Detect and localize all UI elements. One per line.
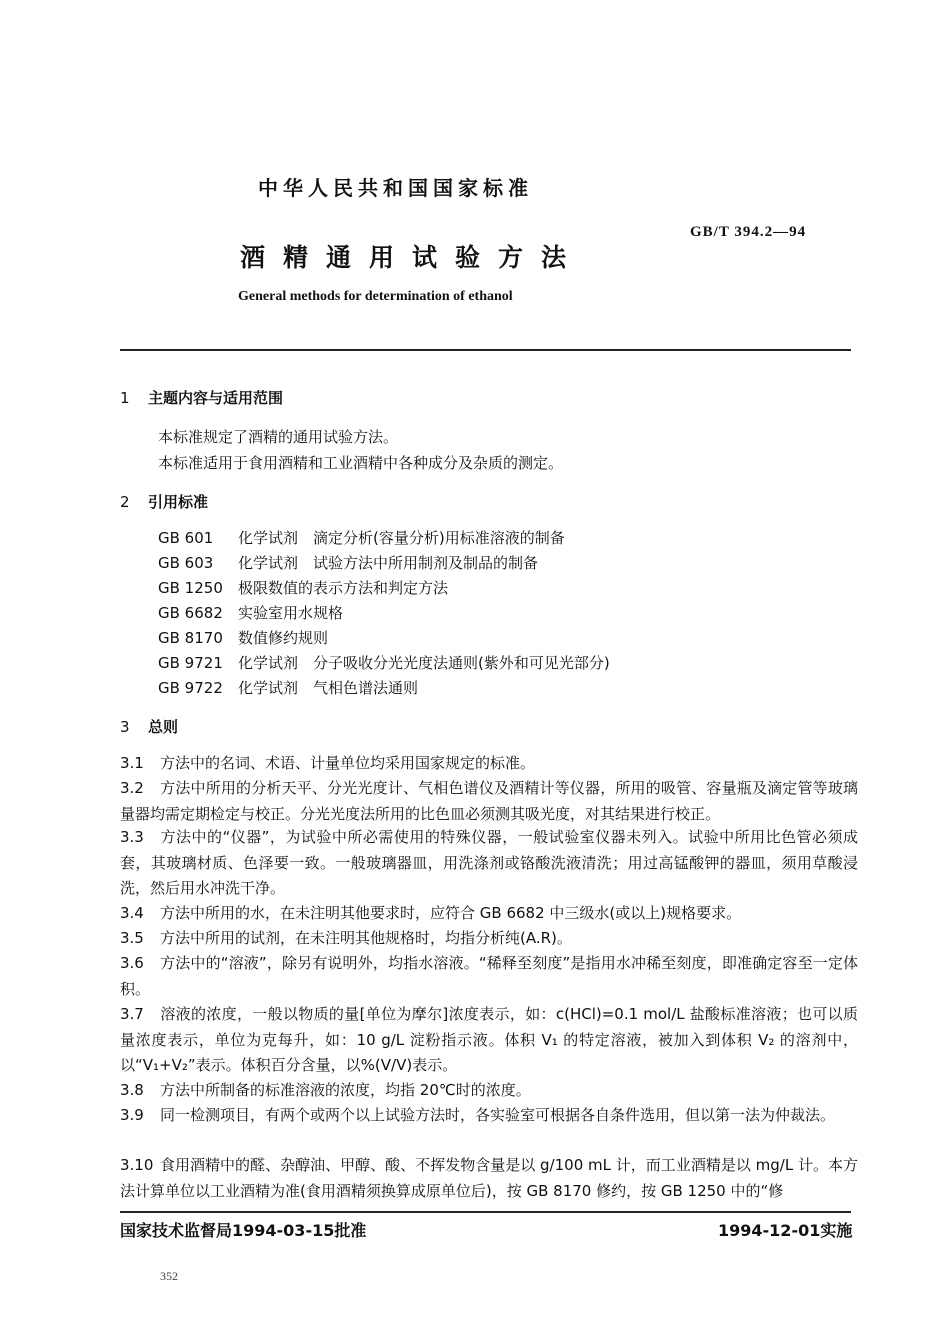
clause bbox=[120, 825, 858, 902]
reference-item bbox=[158, 527, 565, 548]
clause-number: 3.6 bbox=[120, 954, 144, 972]
approval-line: 国家技术监督局1994-03-15批准 bbox=[120, 1221, 367, 1240]
section-heading bbox=[120, 491, 208, 512]
clause-number: 3.10 bbox=[120, 1156, 154, 1174]
implementation-date: 1994-12-01实施 bbox=[718, 1221, 853, 1240]
reference-code: GB 9721 bbox=[158, 654, 223, 672]
national-standard-title: 中华人民共和国国家标准 bbox=[258, 176, 533, 200]
reference-title: 化学试剂 滴定分析(容量分析)用标准溶液的制备 bbox=[238, 529, 565, 547]
reference-title: 实验室用水规格 bbox=[238, 604, 344, 622]
clause bbox=[120, 901, 858, 927]
document-title: 酒精通用试验方法 bbox=[240, 243, 585, 272]
section-heading bbox=[120, 716, 178, 737]
clause-text: 同一检测项目，有两个或两个以上试验方法时，各实验室可根据各自条件选用，但以第一法为仲裁法。 bbox=[160, 1106, 836, 1124]
clause-text: 方法中的“溶液”，除另有说明外，均指水溶液。“稀释至刻度”是指用水冲稀至刻度，即准确定容至一定体积。 bbox=[120, 954, 858, 998]
clause-number: 3.1 bbox=[120, 754, 144, 772]
footer-divider bbox=[120, 1211, 851, 1213]
clause-text: 溶液的浓度，一般以物质的量[单位为摩尔]浓度表示，如：c(HCl)=0.1 mol/L 盐酸标准溶液；也可以质量浓度表示，单位为克每升，如：10 g/L 淀粉指示液。体积 V₁ 的特定溶液，被加入到体积 V₂ 的溶剂中，以“V₁+V₂”表示。体积百分含量，以%(V/V)表示。 bbox=[120, 1005, 858, 1074]
standard-number: GB/T 394.2—94 bbox=[690, 224, 807, 240]
clause-number: 3.4 bbox=[120, 904, 144, 922]
clause bbox=[120, 951, 858, 1002]
clause bbox=[120, 1103, 858, 1129]
clause bbox=[120, 926, 858, 952]
scope-paragraph: 本标准适用于食用酒精和工业酒精中各种成分及杂质的测定。 bbox=[158, 454, 564, 472]
clause-number: 3.2 bbox=[120, 779, 144, 797]
reference-item bbox=[158, 552, 538, 573]
clause-text: 方法中所用的水，在未注明其他要求时，应符合 GB 6682 中三级水(或以上)规格要求。 bbox=[160, 904, 742, 922]
reference-title: 极限数值的表示方法和判定方法 bbox=[238, 579, 449, 597]
section-title: 总则 bbox=[148, 718, 179, 736]
clause bbox=[120, 751, 858, 777]
section-number: 2 bbox=[120, 493, 130, 511]
reference-item bbox=[158, 577, 448, 598]
clause-text: 方法中所用的分析天平、分光光度计、气相色谱仪及酒精计等仪器，所用的吸管、容量瓶及滴定管等玻璃量器均需定期检定与校正。分光光度法所用的比色皿必须测其吸光度，对其结果进行校正。 bbox=[120, 779, 858, 823]
clause-text: 食用酒精中的醛、杂醇油、甲醇、酸、不挥发物含量是以 g/100 mL 计，而工业酒精是以 mg/L 计。本方法计算单位以工业酒精为准(食用酒精须换算成原单位后)，按 GB 8170 修约，按 GB 1250 中的“修 bbox=[120, 1156, 858, 1200]
reference-code: GB 6682 bbox=[158, 604, 223, 622]
scope-paragraph: 本标准规定了酒精的通用试验方法。 bbox=[158, 428, 399, 446]
reference-item bbox=[158, 627, 328, 648]
clause bbox=[120, 1002, 858, 1079]
section-number: 3 bbox=[120, 718, 130, 736]
reference-title: 数值修约规则 bbox=[238, 629, 329, 647]
clause-number: 3.8 bbox=[120, 1081, 144, 1099]
page-number: 352 bbox=[160, 1269, 178, 1283]
reference-title: 化学试剂 试验方法中所用制剂及制品的制备 bbox=[238, 554, 539, 572]
section-heading bbox=[120, 387, 283, 408]
clause bbox=[120, 1153, 858, 1204]
reference-code: GB 9722 bbox=[158, 679, 223, 697]
section-title: 引用标准 bbox=[148, 493, 209, 511]
clause-text: 方法中的“仪器”，为试验中所必需使用的特殊仪器，一般试验室仪器未列入。试验中所用比色管必须成套，其玻璃材质、色泽要一致。一般玻璃器皿，用洗涤剂或铬酸洗液清洗；用过高锰酸钾的器皿，须用草酸浸洗，然后用水冲洗干净。 bbox=[120, 828, 858, 897]
reference-code: GB 8170 bbox=[158, 629, 223, 647]
reference-item bbox=[158, 677, 418, 698]
section-title: 主题内容与适用范围 bbox=[148, 389, 284, 407]
clause-text: 方法中的名词、术语、计量单位均采用国家规定的标准。 bbox=[160, 754, 536, 772]
reference-code: GB 603 bbox=[158, 554, 214, 572]
clause-text: 方法中所制备的标准溶液的浓度，均指 20℃时的浓度。 bbox=[160, 1081, 531, 1099]
reference-item bbox=[158, 602, 343, 623]
reference-code: GB 1250 bbox=[158, 579, 223, 597]
header-divider bbox=[120, 349, 851, 351]
reference-title: 化学试剂 分子吸收分光光度法通则(紫外和可见光部分) bbox=[238, 654, 610, 672]
reference-title: 化学试剂 气相色谱法通则 bbox=[238, 679, 419, 697]
clause-number: 3.3 bbox=[120, 828, 144, 846]
clause bbox=[120, 1078, 858, 1104]
clause bbox=[120, 776, 858, 827]
reference-code: GB 601 bbox=[158, 529, 214, 547]
clause-number: 3.7 bbox=[120, 1005, 144, 1023]
clause-text: 方法中所用的试剂，在未注明其他规格时，均指分析纯(A.R)。 bbox=[160, 929, 572, 947]
clause-number: 3.5 bbox=[120, 929, 144, 947]
clause-number: 3.9 bbox=[120, 1106, 144, 1124]
english-title: General methods for determination of ethanol bbox=[238, 289, 513, 304]
reference-item bbox=[158, 652, 610, 673]
section-number: 1 bbox=[120, 389, 130, 407]
